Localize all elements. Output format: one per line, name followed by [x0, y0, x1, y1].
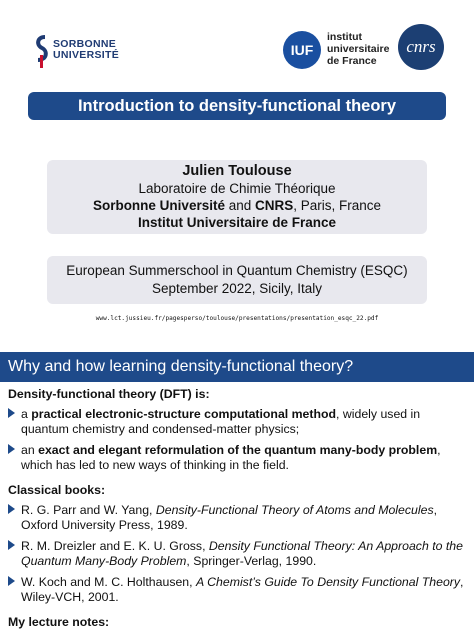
affiliation-place: , Paris, France: [293, 198, 382, 213]
book-authors: R. M. Dreizler and E. K. U. Gross,: [21, 539, 209, 553]
lab-name: Laboratoire de Chimie Théorique: [138, 181, 336, 196]
list-item: [8, 503, 466, 533]
iuf-mark: IUF: [283, 31, 321, 69]
affiliation-cnrs: CNRS: [255, 198, 294, 213]
bullet-arrow-icon: [8, 576, 15, 586]
slide-body: [8, 387, 466, 635]
dft-label: Density-functional theory (DFT) is:: [8, 387, 210, 401]
list-item: [8, 539, 466, 569]
book-publisher: , Wiley-VCH, 2001.: [21, 575, 464, 604]
book-title: Density-Functional Theory of Atoms and Molecules: [155, 503, 434, 517]
iuf-logo: [283, 28, 395, 72]
list-item: [8, 443, 466, 473]
point-post: , which has led to new ways of thinking in the field.: [21, 443, 441, 472]
event-date-place: September 2022, Sicily, Italy: [151, 281, 323, 296]
book-authors: R. G. Parr and W. Yang,: [21, 503, 156, 517]
point-pre: a: [21, 407, 32, 421]
author-box: [47, 160, 427, 234]
list-item: [8, 407, 466, 437]
book-publisher: , Oxford University Press, 1989.: [21, 503, 438, 532]
sorbonne-s-icon: [33, 33, 50, 69]
affiliation-sorbonne: Sorbonne Université: [92, 198, 225, 213]
content-slide: [0, 342, 474, 632]
iuf-line1: institut: [327, 31, 362, 43]
institute-name: Institut Universitaire de France: [137, 215, 337, 230]
point-pre: an: [21, 443, 39, 457]
list-item: [8, 575, 466, 605]
sorbonne-line1: SORBONNE: [53, 38, 117, 50]
book-publisher: , Springer-Verlag, 1990.: [186, 554, 317, 568]
bullet-arrow-icon: [8, 540, 15, 550]
iuf-line3: de France: [327, 55, 377, 67]
presentation-title: Introduction to density-functional theory: [28, 92, 446, 120]
author-name: Julien Toulouse: [182, 163, 292, 179]
event-box: [47, 256, 427, 304]
affiliation-and: and: [224, 198, 255, 213]
event-name: European Summerschool in Quantum Chemistry (ESQC): [66, 263, 408, 278]
affiliation-line: [47, 197, 427, 214]
notes-label: My lecture notes:: [8, 615, 110, 629]
point-bold: practical electronic-structure computational method: [31, 407, 337, 421]
bullet-arrow-icon: [8, 504, 15, 514]
books-label: Classical books:: [8, 483, 106, 497]
point-bold: exact and elegant reformulation of the quantum many-body problem: [38, 443, 438, 457]
book-title: Density Functional Theory: An Approach to the Quantum Many-Body Problem: [21, 539, 463, 568]
presentation-url[interactable]: www.lct.jussieu.fr/pagesperso/toulouse/presentations/presentation_esqc_22.pdf: [95, 315, 379, 322]
bullet-arrow-icon: [8, 408, 15, 418]
bullet-arrow-icon: [8, 444, 15, 454]
sorbonne-logo: [33, 33, 148, 71]
cnrs-logo: cnrs: [398, 24, 444, 70]
slide-heading: Why and how learning density-functional theory?: [0, 352, 474, 382]
book-authors: W. Koch and M. C. Holthausen,: [21, 575, 196, 589]
book-title: A Chemist’s Guide To Density Functional Theory: [195, 575, 461, 589]
iuf-line2: universitaire: [327, 43, 390, 55]
sorbonne-line2: UNIVERSITÉ: [53, 49, 120, 61]
point-post: , widely used in quantum chemistry and condensed-matter physics;: [21, 407, 421, 436]
